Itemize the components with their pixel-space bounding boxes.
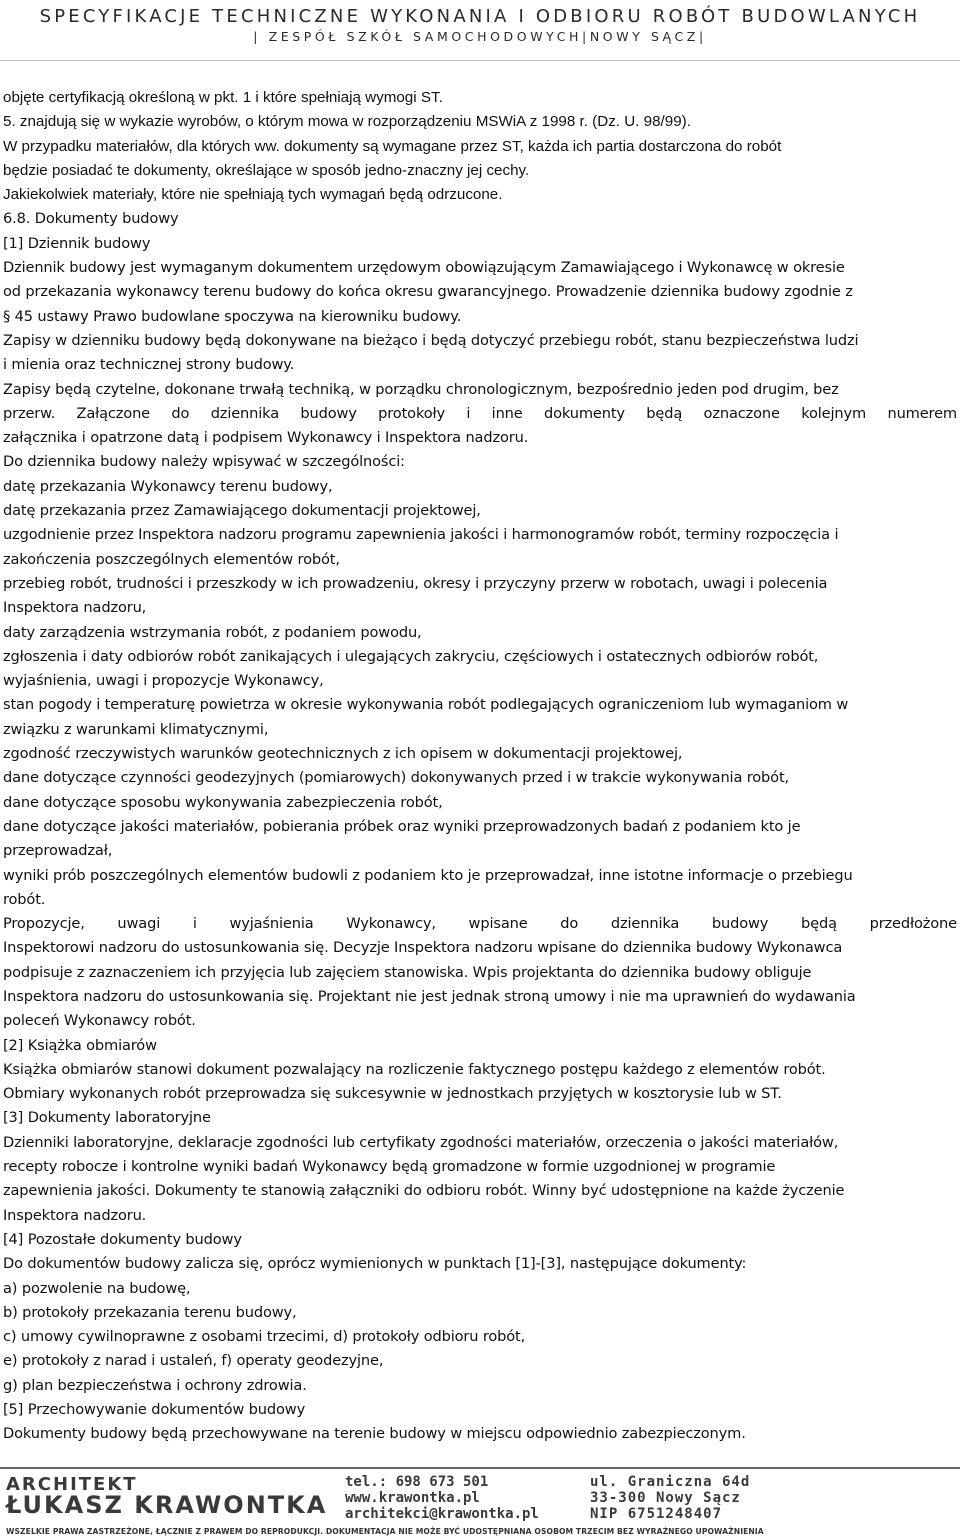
document-body (3, 86, 957, 1447)
text-line: stan pogody i temperaturę powietrza w okresie wykonywania robót podlegających ograniczeniom lub wymaganiom w (3, 696, 849, 714)
text-line: związku z warunkami klimatycznymi, (3, 720, 269, 738)
header-subtitle: | ZESPÓŁ SZKÓŁ SAMOCHODOWYCH|NOWY SĄCZ| (253, 29, 707, 44)
text-line: przerw. Załączone do dziennika budowy protokoły i inne dokumenty będą oznaczone kolejnym numerem (3, 404, 957, 422)
header-title: SPECYFIKACJE TECHNICZNE WYKONANIA I ODBIORU ROBÓT BUDOWLANYCH (39, 6, 921, 27)
text-line: wyjaśnienia, uwagi i propozycje Wykonawcy, (3, 672, 324, 690)
text-line: dane dotyczące jakości materiałów, pobierania próbek oraz wyniki przeprowadzonych badań z podaniem kto je (3, 817, 801, 835)
text-line: uzgodnienie przez Inspektora nadzoru programu zapewnienia jakości i harmonogramów robót, terminy rozpoczęcia i (3, 526, 839, 544)
text-line: Inspektora nadzoru. (3, 1206, 147, 1224)
text-line: Obmiary wykonanych robót przeprowadza się sukcesywnie w jednostkach przyjętych w kosztorysie lub w ST. (3, 1085, 782, 1103)
text-line: [1] Dziennik budowy (3, 234, 151, 252)
text-line: Inspektora nadzoru, (3, 599, 147, 617)
text-line: Zapisy będą czytelne, dokonane trwałą techniką, w porządku chronologicznym, bezpośrednio jeden pod drugim, bez (3, 380, 839, 398)
footer-street: ul. Graniczna 64d (590, 1474, 751, 1490)
footer-contact (345, 1474, 539, 1522)
text-line: zgłoszenia i daty odbiorów robót zanikających i ulegających zakryciu, częściowych i ostatecznych odbiorów robót, (3, 647, 819, 665)
footer-company-name (6, 1474, 327, 1519)
text-line: [3] Dokumenty laboratoryjne (3, 1109, 211, 1127)
text-line: a) pozwolenie na budowę, (3, 1279, 191, 1297)
text-line: Inspektora nadzoru do ustosunkowania się. Projektant nie jest jednak stroną umowy i nie ma uprawnień do wydawania (3, 987, 856, 1005)
footer-copyright: WSZELKIE PRAWA ZASTRZEŻONE, ŁĄCZNIE Z PRAWEM DO REPRODUKCJI. DOKUMENTACJA NIE MOŻE BYĆ UDOSTĘPNIANA OSOBOM TRZECIM BEZ WYRAŹNEGO UPOWAŻNIENIA (6, 1527, 764, 1536)
text-line: W przypadku materiałów, dla których ww. dokumenty są wymagane przez ST, każda ich partia dostarczona do robót (3, 137, 782, 155)
footer-nip: NIP 6751248407 (590, 1506, 723, 1522)
footer-email: architekci@krawontka.pl (345, 1506, 539, 1522)
footer-tel: tel.: 698 673 501 (345, 1474, 489, 1490)
text-line: c) umowy cywilnoprawne z osobami trzecimi, d) protokoły odbioru robót, (3, 1328, 526, 1346)
text-line: 5. znajdują się w wykazie wyrobów, o którym mowa w rozporządzeniu MSWiA z 1998 r. (Dz. U. 98/99). (3, 113, 691, 131)
text-line: przeprowadzał, (3, 842, 113, 860)
text-line: Do dokumentów budowy zalicza się, oprócz wymienionych w punktach [1]-[3], następujące dokumenty: (3, 1255, 747, 1273)
text-line: Książka obmiarów stanowi dokument pozwalający na rozliczenie faktycznego postępu każdego z elementów robót. (3, 1060, 826, 1078)
text-line: zakończenia poszczególnych elementów robót, (3, 550, 340, 568)
text-line: § 45 ustawy Prawo budowlane spoczywa na kierowniku budowy. (3, 307, 462, 325)
text-line: Dokumenty budowy będą przechowywane na terenie budowy w miejscu odpowiednio zabezpieczonym. (3, 1425, 746, 1443)
text-line: będzie posiadać te dokumenty, określające w sposób jedno-znaczny jej cechy. (3, 161, 530, 179)
text-line: załącznika i opatrzone datą i podpisem Wykonawcy i Inspektora nadzoru. (3, 429, 529, 447)
text-line: podpisuje z zaznaczeniem ich przyjęcia lub zajęciem stanowiska. Wpis projektanta do dziennika budowy obliguje (3, 963, 812, 981)
text-line: dane dotyczące czynności geodezyjnych (pomiarowych) dokonywanych przed i w trakcie wykonywania robót, (3, 769, 790, 787)
text-line: Do dziennika budowy należy wpisywać w szczególności: (3, 453, 405, 471)
text-line: od przekazania wykonawcy terenu budowy do końca okresu gwarancyjnego. Prowadzenie dziennika budowy zgodnie z (3, 283, 853, 301)
text-line: [4] Pozostałe dokumenty budowy (3, 1230, 242, 1248)
text-line: e) protokoły z narad i ustaleń, f) operaty geodezyjne, (3, 1352, 384, 1370)
text-line: 6.8. Dokumenty budowy (3, 210, 179, 228)
text-line: [2] Książka obmiarów (3, 1036, 157, 1054)
text-line: Propozycje, uwagi i wyjaśnienia Wykonawcy, wpisane do dziennika budowy będą przedłożone (3, 915, 957, 933)
text-line: Dzienniki laboratoryjne, deklaracje zgodności lub certyfikaty zgodności materiałów, orzeczenia o jakości materiałów, (3, 1133, 839, 1151)
text-line: recepty robocze i kontrolne wyniki badań Wykonawcy będą gromadzone w formie uzgodnionej w programie (3, 1158, 776, 1176)
text-line: b) protokoły przekazania terenu budowy, (3, 1303, 297, 1321)
text-line: wyniki prób poszczególnych elementów budowli z podaniem kto je przeprowadzał, inne istotne informacje o przebiegu (3, 866, 853, 884)
text-line: poleceń Wykonawcy robót. (3, 1012, 196, 1030)
text-line: zapewnienia jakości. Dokumenty te stanowią załączniki do odbioru robót. Winny być udostępnione na każde życzenie (3, 1182, 845, 1200)
text-line: Dziennik budowy jest wymaganym dokumentem urzędowym obowiązującym Zamawiającego i Wykonawcę w okresie (3, 259, 845, 277)
text-line: daty zarządzenia wstrzymania robót, z podaniem powodu, (3, 623, 422, 641)
text-line: [5] Przechowywanie dokumentów budowy (3, 1401, 306, 1419)
header-divider (0, 60, 960, 61)
footer-city: 33-300 Nowy Sącz (590, 1490, 741, 1506)
text-line: objęte certyfikacją określoną w pkt. 1 i które spełniają wymogi ST. (3, 89, 443, 106)
text-line: robót. (3, 890, 46, 908)
text-line: dane dotyczące sposobu wykonywania zabezpieczenia robót, (3, 793, 443, 811)
text-line: zgodność rzeczywistych warunków geotechnicznych z ich opisem w dokumentacji projektowej, (3, 745, 683, 763)
text-line: datę przekazania Wykonawcy terenu budowy, (3, 477, 333, 495)
text-line: Jakiekolwiek materiały, które nie spełniają tych wymagań będą odrzucone. (3, 186, 503, 204)
text-line: g) plan bezpieczeństwa i ochrony zdrowia. (3, 1376, 307, 1394)
footer-www: www.krawontka.pl (345, 1490, 480, 1506)
text-line: datę przekazania przez Zamawiającego dokumentacji projektowej, (3, 502, 481, 520)
footer-address (590, 1474, 750, 1522)
footer-name-line1: ARCHITEKT (6, 1474, 138, 1495)
text-line: i mienia oraz technicznej strony budowy. (3, 356, 295, 374)
page-header (0, 0, 960, 56)
page-footer (0, 1468, 960, 1538)
footer-name-line2: ŁUKASZ KRAWONTKA (6, 1491, 328, 1519)
text-line: przebieg robót, trudności i przeszkody w ich prowadzeniu, okresy i przyczyny przerw w robotach, uwagi i polecenia (3, 574, 828, 592)
text-line: Inspektorowi nadzoru do ustosunkowania się. Decyzje Inspektora nadzoru wpisane do dziennika budowy Wykonawca (3, 939, 843, 957)
text-line: Zapisy w dzienniku budowy będą dokonywane na bieżąco i będą dotyczyć przebiegu robót, stanu bezpieczeństwa ludzi (3, 331, 859, 349)
